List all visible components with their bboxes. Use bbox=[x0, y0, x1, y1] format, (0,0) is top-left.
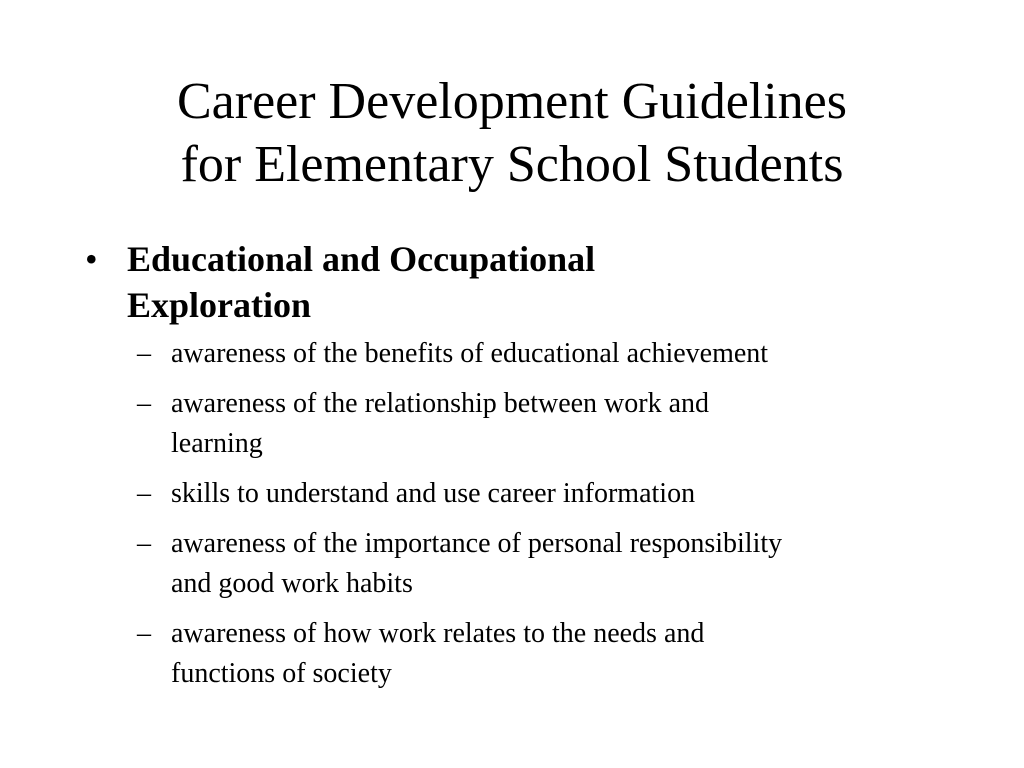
dash-marker: – bbox=[137, 388, 151, 419]
dash-marker: – bbox=[137, 478, 151, 509]
bullet-line-2: Exploration bbox=[127, 285, 312, 325]
bullet-marker: • bbox=[85, 239, 98, 279]
sub-bullet-item bbox=[85, 334, 945, 374]
slide-body bbox=[85, 236, 945, 704]
sub-bullet-line: functions of society bbox=[171, 658, 392, 689]
sub-bullet-line: learning bbox=[171, 428, 263, 459]
sub-bullet-item bbox=[85, 384, 945, 464]
dash-marker: – bbox=[137, 338, 151, 369]
sub-bullet-line: awareness of the relationship between work and bbox=[171, 388, 710, 419]
sub-bullet-text bbox=[171, 474, 945, 514]
dash-marker: – bbox=[137, 618, 151, 649]
title-line-2: for Elementary School Students bbox=[180, 136, 844, 193]
sub-bullet-text bbox=[171, 384, 945, 464]
bullet-text bbox=[127, 236, 945, 328]
sub-bullet-line: awareness of the benefits of educational achievement bbox=[171, 338, 769, 369]
bullet-line-1: Educational and Occupational bbox=[127, 239, 596, 279]
sub-bullet-item bbox=[85, 614, 945, 694]
sub-bullet-text bbox=[171, 614, 945, 694]
sub-bullet-item bbox=[85, 524, 945, 604]
main-bullet bbox=[85, 236, 945, 328]
sub-bullet-line: skills to understand and use career information bbox=[171, 478, 696, 509]
sub-bullet-text bbox=[171, 524, 945, 604]
title-line-1: Career Development Guidelines bbox=[177, 73, 847, 130]
sub-bullet-text bbox=[171, 334, 945, 374]
sub-bullet-line: awareness of how work relates to the needs and bbox=[171, 618, 705, 649]
sub-bullet-line: and good work habits bbox=[171, 568, 413, 599]
sub-bullet-item bbox=[85, 474, 945, 514]
dash-marker: – bbox=[137, 528, 151, 559]
sub-bullet-line: awareness of the importance of personal responsibility bbox=[171, 528, 783, 559]
slide-title bbox=[60, 70, 964, 196]
sub-bullet-list bbox=[85, 334, 945, 694]
